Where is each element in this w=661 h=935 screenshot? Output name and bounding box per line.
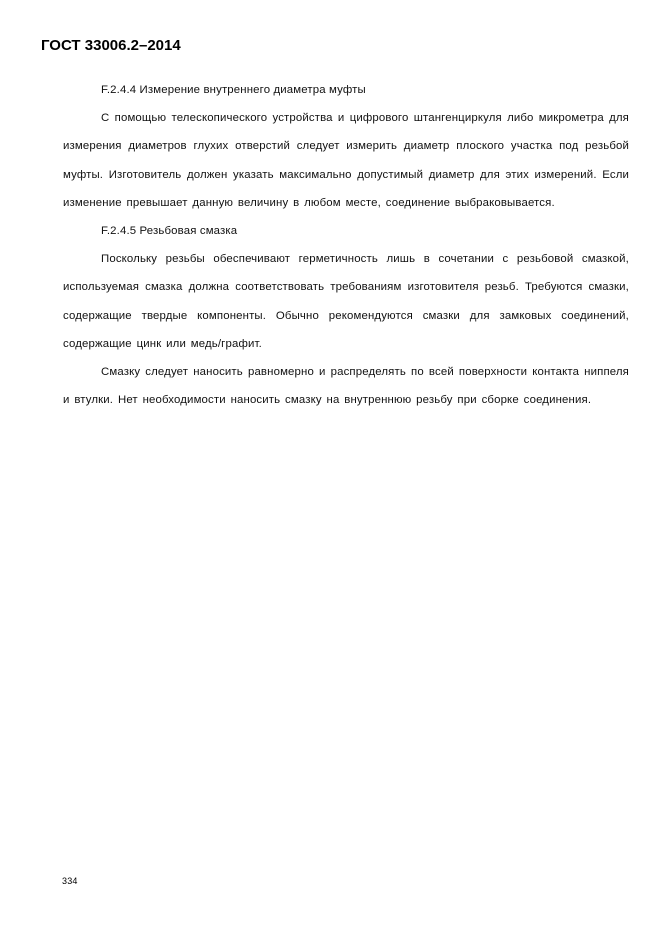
section-heading-f244: F.2.4.4 Измерение внутреннего диаметра муфты — [101, 84, 366, 96]
document-header: ГОСТ 33006.2–2014 — [41, 37, 181, 54]
section-paragraph-f245-2: Смазку следует наносить равномерно и распределять по всей поверхности контакта ниппеля и втулки. Нет необходимости наносить смазку на внутреннюю резьбу при сборке соединения. — [63, 366, 629, 407]
document-body — [63, 76, 629, 414]
section-paragraph-f245-1: Поскольку резьбы обеспечивают герметичность лишь в сочетании с резьбовой смазкой, используемая смазка должна соответствовать требованиям изготовителя резьб. Требуются смазки, содержащие твердые компоненты. Обычно рекомендуются смазки для замковых соединений, содержащие цинк или медь/графит. — [63, 253, 629, 350]
section-paragraph-f244: С помощью телескопического устройства и цифрового штангенциркуля либо микрометра для измерения диаметров глухих отверстий следует измерить диаметр плоского участка под резьбой муфты. Изготовитель должен указать максимально допустимый диаметр для этих измерений. Если изменение превышает данную величину в любом месте, соединение выбраковывается. — [63, 112, 629, 209]
page-number: 334 — [62, 876, 78, 886]
section-heading-f245: F.2.4.5 Резьбовая смазка — [101, 225, 238, 238]
